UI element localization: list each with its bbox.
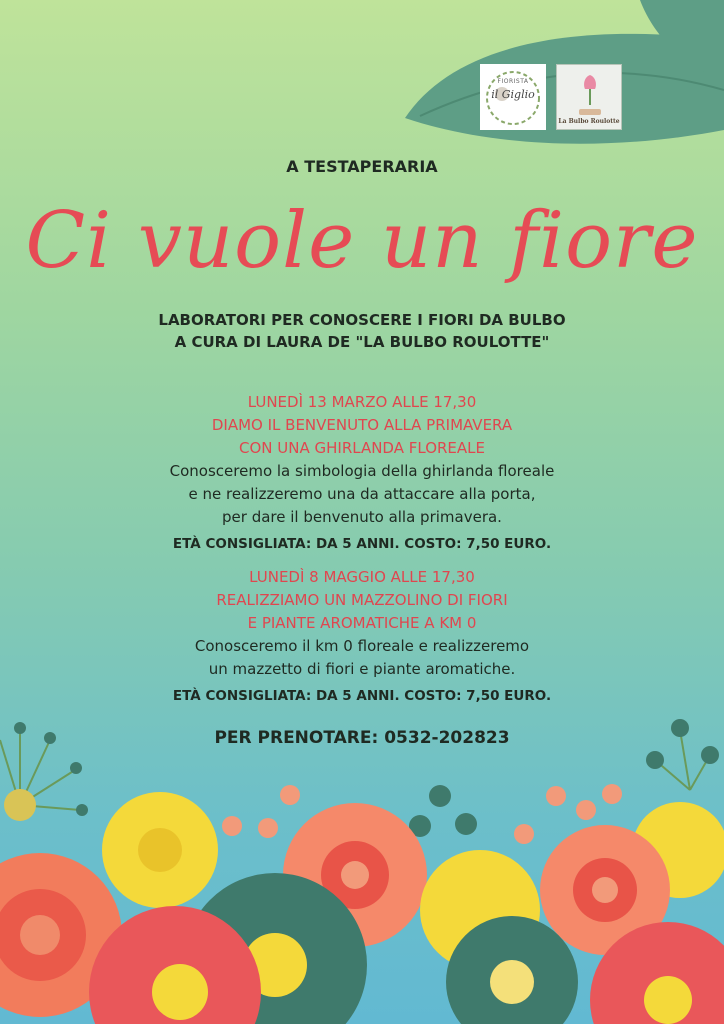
logo2-caption: La Bulbo Roulotte bbox=[558, 118, 620, 125]
event-1-title-line-2: CON UNA GHIRLANDA FLOREALE bbox=[239, 439, 485, 457]
event-2-desc-line-2: un mazzetto di fiori e piante aromatiche. bbox=[208, 660, 516, 678]
event-2-title-line-2: E PIANTE AROMATICHE A KM 0 bbox=[247, 614, 477, 632]
la-bulbo-roulotte-logo bbox=[556, 64, 622, 130]
venue-label: A TESTAPERARIA bbox=[286, 157, 438, 176]
event-1-desc-line-1: Conosceremo la simbologia della ghirlanda floreale bbox=[169, 462, 555, 480]
event-1-date: LUNEDÌ 13 MARZO ALLE 17,30 bbox=[247, 393, 477, 411]
event-2-date: LUNEDÌ 8 MAGGIO ALLE 17,30 bbox=[249, 568, 475, 586]
yellow-daisy-icon bbox=[102, 792, 218, 908]
flower-border-decoration bbox=[0, 700, 724, 1024]
event-1-desc-line-2: e ne realizzeremo una da attaccare alla porta, bbox=[188, 485, 536, 503]
booking-phone: PER PRENOTARE: 0532-202823 bbox=[214, 728, 510, 748]
page-title: Ci vuole un fiore bbox=[25, 196, 699, 286]
event-1-desc-line-3: per dare il benvenuto alla primavera. bbox=[222, 508, 502, 526]
subtitle-line-1: LABORATORI PER CONOSCERE I FIORI DA BULBO bbox=[158, 311, 566, 329]
logo1-script-text: il Giglio bbox=[491, 88, 535, 101]
logo1-small-text: FIORISTA bbox=[497, 78, 529, 85]
event-1-note: ETÀ CONSIGLIATA: DA 5 ANNI. COSTO: 7,50 EURO. bbox=[172, 536, 552, 552]
event-1-title-line-1: DIAMO IL BENVENUTO ALLA PRIMAVERA bbox=[211, 416, 513, 434]
event-2-title-line-1: REALIZZIAMO UN MAZZOLINO DI FIORI bbox=[216, 591, 508, 609]
right-allium-icon bbox=[646, 719, 719, 790]
event-1 bbox=[0, 391, 724, 555]
left-allium-icon bbox=[0, 722, 88, 821]
event-2-desc-line-1: Conosceremo il km 0 floreale e realizzeremo bbox=[194, 637, 530, 655]
berry-sprigs-icon bbox=[222, 784, 622, 844]
event-2 bbox=[0, 566, 724, 707]
subtitle-line-2: A CURA DI LAURA DE "LA BULBO ROULOTTE" bbox=[174, 333, 550, 351]
fiorista-il-giglio-logo bbox=[480, 64, 546, 130]
event-2-note: ETÀ CONSIGLIATA: DA 5 ANNI. COSTO: 7,50 EURO. bbox=[172, 688, 552, 704]
subtitle bbox=[0, 309, 724, 353]
